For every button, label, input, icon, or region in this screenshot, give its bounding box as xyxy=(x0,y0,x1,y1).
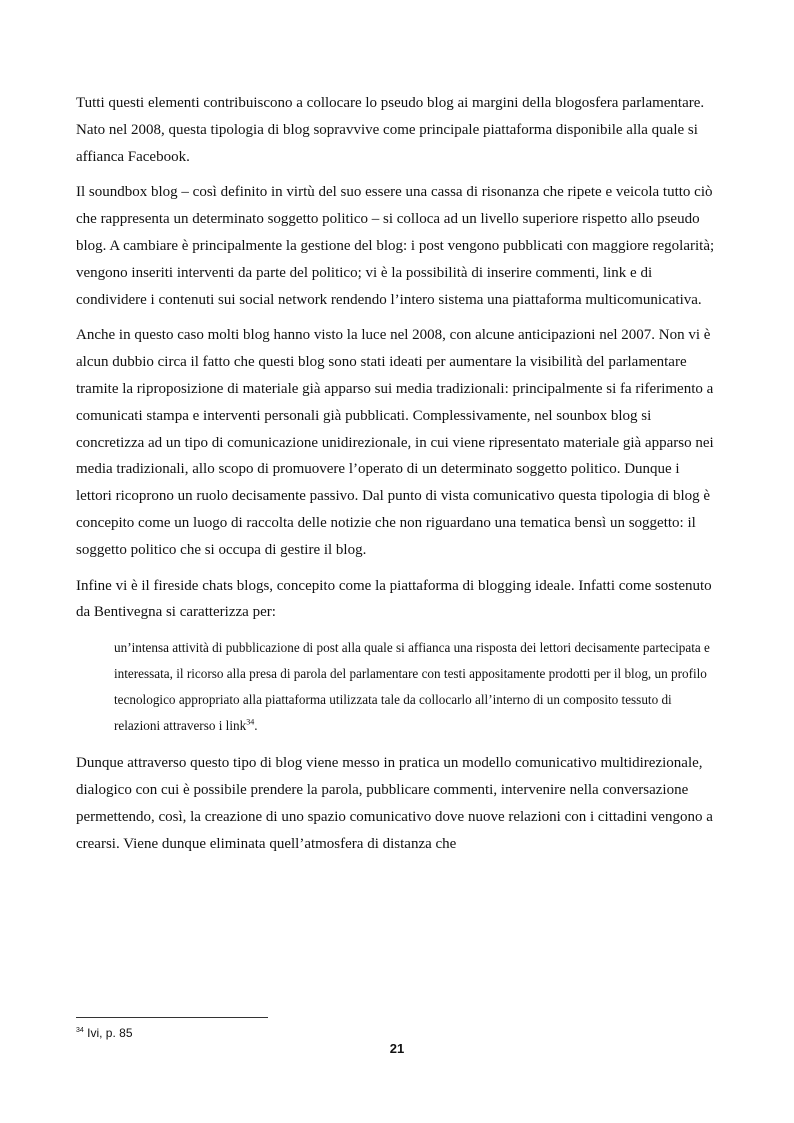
footnote-separator xyxy=(76,1017,268,1018)
quote-end-punctuation: . xyxy=(254,718,258,734)
footnote xyxy=(76,1026,133,1040)
footnote-number: 34 xyxy=(76,1027,84,1034)
paragraph: Tutti questi elementi contribuiscono a collocare lo pseudo blog ai margini della blogosfera parlamentare. Nato nel 2008, questa tipologia di blog sopravvive come principale piattaforma disponibile alla quale si affianca Facebook. xyxy=(76,95,705,165)
body-text xyxy=(76,90,716,866)
page-number: 21 xyxy=(389,1041,405,1056)
footnote-text: Ivi, p. 85 xyxy=(83,1026,133,1040)
paragraph: Infine vi è il fireside chats blogs, concepito come la piattaforma di blogging ideale. Infatti come sostenuto da Bentivegna si caratterizza per: xyxy=(76,577,712,621)
paragraph: Anche in questo caso molti blog hanno visto la luce nel 2008, con alcune anticipazioni nel 2007. Non vi è alcun dubbio circa il fatto che questi blog sono stati ideati per aumentare la visibilità del parlamentare tramite la riproposizione di materiale già apparso sui media tradizionali: principalmente si fa riferimento a comunicati stampa e interventi personali già pubblicati. Complessivamente, nel sounbox blog si concretizza ad un tipo di comunicazione unidirezionale, in cui viene ripresentato materiale già apparso nei media tradizionali, allo scopo di promuovere l’operato di un determinato soggetto politico. Dunque i lettori ricoprono un ruolo decisamente passivo. Dal punto di vista comunicativo questa tipologia di blog è concepito come un luogo di raccolta delle notizie che non riguardano una tematica bensì un soggetto: il soggetto politico che si occupa di gestire il blog. xyxy=(76,327,714,558)
paragraph: Il soundbox blog – così definito in virtù del suo essere una cassa di risonanza che ripete e veicola tutto ciò che rappresenta un determinato soggetto politico – si colloca ad un livello superiore rispetto allo pseudo blog. A cambiare è principalmente la gestione del blog: i post vengono pubblicati con maggiore regolarità; vengono inseriti interventi da parte del politico; vi è la possibilità di inserire commenti, link e di condividere i contenuti sui social network rendendo l’intero sistema una piattaforma multicomunicativa. xyxy=(76,184,715,308)
footnote-reference[interactable]: 34 xyxy=(246,717,255,727)
block-quote xyxy=(114,635,714,739)
quote-text: un’intensa attività di pubblicazione di post alla quale si affianca una risposta dei lettori decisamente partecipata e interessata, il ricorso alla presa di parola del parlamentare con testi appositamente prodotti per il blog, un profilo tecnologico appropriato alla piattaforma utilizzata tale da collocarlo all’interno di un composito tessuto di relazioni attraverso i link xyxy=(114,640,710,734)
paragraph: Dunque attraverso questo tipo di blog viene messo in pratica un modello comunicativo multidirezionale, dialogico con cui è possibile prendere la parola, pubblicare commenti, intervenire nella conversazione permettendo, così, la creazione di uno spazio comunicativo dove nuove relazioni con i cittadini vengono a crearsi. Viene dunque eliminata quell’atmosfera di distanza che xyxy=(76,755,713,852)
